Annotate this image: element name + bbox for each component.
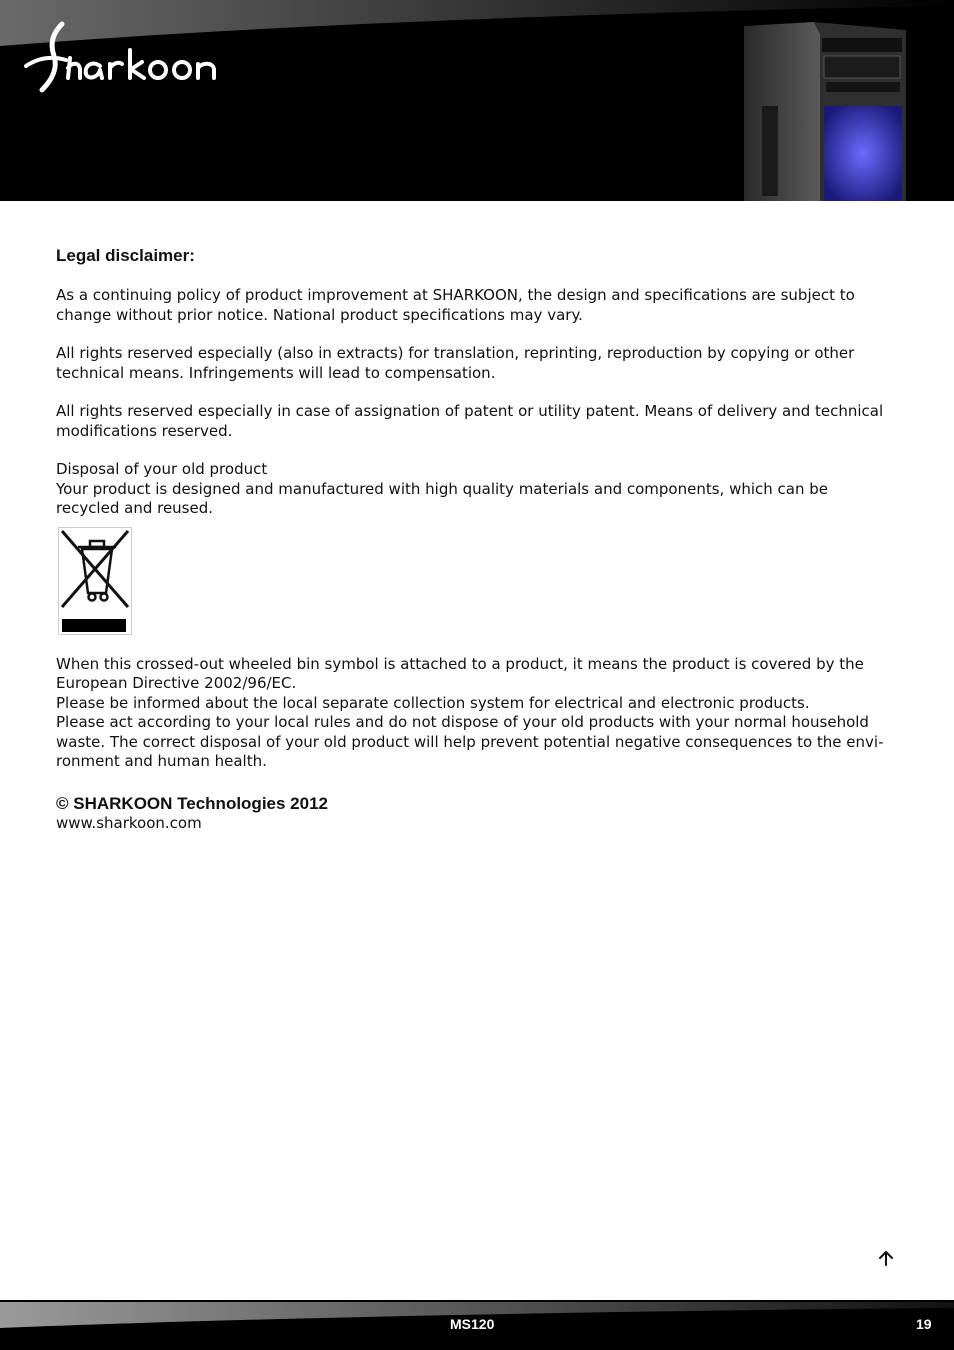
footer-bar bbox=[0, 1300, 954, 1350]
disposal-text: Your product is designed and manufactured with high quality materials and components, which can be recycled and reused. bbox=[56, 479, 829, 517]
header-banner bbox=[0, 0, 954, 201]
legal-heading: Legal disclaimer: bbox=[56, 246, 195, 265]
legal-content bbox=[56, 246, 896, 833]
sharkoon-logo bbox=[22, 20, 232, 94]
pc-case-image bbox=[740, 20, 910, 201]
collection-system-text: Please be informed about the local separate collection system for electrical and electronic products. bbox=[56, 693, 810, 712]
website-link[interactable]: www.sharkoon.com bbox=[56, 813, 202, 832]
arrow-up-icon[interactable] bbox=[876, 1248, 896, 1268]
bin-symbol-text: When this crossed-out wheeled bin symbol is attached to a product, it means the product is covered by the European Directive 2002/96/EC. bbox=[56, 654, 864, 692]
footer-page-number: 19 bbox=[916, 1316, 932, 1332]
crossed-out-wheeled-bin-icon bbox=[58, 527, 132, 635]
paragraph-product-policy: As a continuing policy of product improvement at SHARKOON, the design and specifications are subject to change without prior notice. National product specifications may vary. bbox=[56, 286, 855, 324]
local-rules-text: Please act according to your local rules and do not dispose of your old products with your normal household waste. The correct disposal of your old product will help prevent potential negative consequences to the envi-ronment and human health. bbox=[56, 713, 884, 770]
paragraph-rights-reproduction: All rights reserved especially (also in extracts) for translation, reprinting, reproduction by copying or other technical means. Infringements will lead to compensation. bbox=[56, 344, 855, 382]
footer-model-name: MS120 bbox=[450, 1316, 495, 1332]
paragraph-rights-patent: All rights reserved especially in case of assignation of patent or utility patent. Means of delivery and technical modifications reserved. bbox=[56, 402, 884, 440]
copyright-line: © SHARKOON Technologies 2012 bbox=[56, 793, 328, 813]
disposal-title: Disposal of your old product bbox=[56, 460, 268, 478]
